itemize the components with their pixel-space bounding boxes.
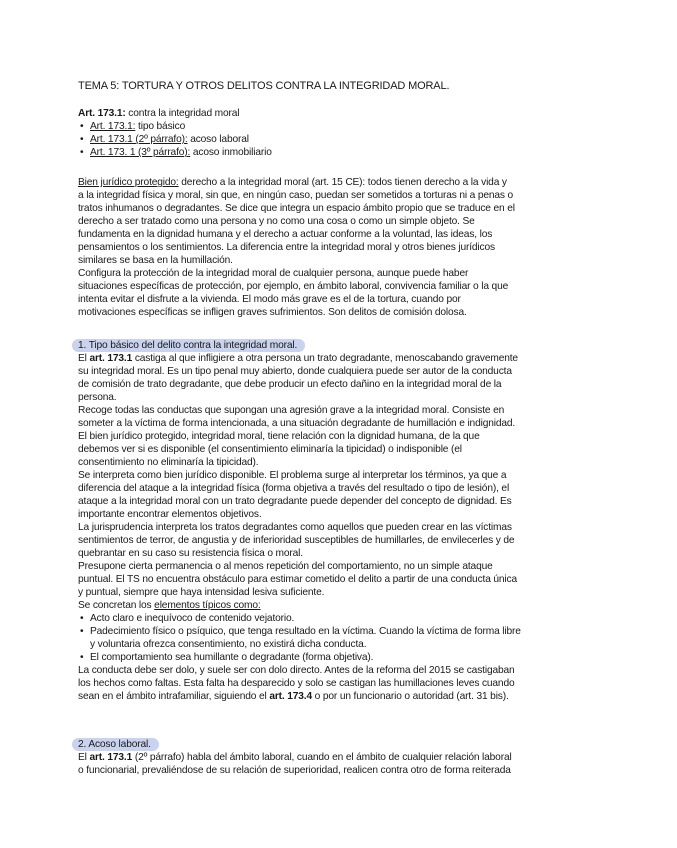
- article-ref: art. 173.4: [269, 691, 312, 702]
- article-link[interactable]: Art. 173. 1 (3º párrafo):: [90, 147, 191, 158]
- paragraph-line: Presupone cierta permanencia o al menos repetición del comportamiento, no un simple ataque: [78, 561, 493, 572]
- list-item: • El comportamiento sea humillante o degradante (forma objetiva).: [78, 651, 598, 664]
- paragraph-line: similares se basa en la humillación.: [78, 255, 233, 266]
- bien-juridico-section: [78, 176, 598, 319]
- elementos-tipicos-link: elementos típicos como:: [154, 600, 261, 611]
- paragraph-line: los hechos como faltas. Esta falta ha desparecido y solo se castigan las humillaciones leves cuando: [78, 678, 515, 689]
- paragraph-line: su integridad moral. Es un tipo penal muy abierto, donde cualquiera puede ser autor de la conducta: [78, 366, 512, 377]
- section-heading-row: [78, 339, 598, 352]
- paragraph-line: o funcionarial, prevaliéndose de su relación de superioridad, realicen contra otro de forma reiterada: [78, 765, 511, 776]
- paragraph-line: motivaciones específicas se infligen graves sufrimientos. Son delitos de comisión dolosa.: [78, 307, 467, 318]
- paragraph-line: a la integridad física y moral, sin que, en ningún caso, puedan ser sometidos a torturas ni a penas o: [78, 190, 514, 201]
- article-heading-text: contra la integridad moral: [125, 108, 240, 119]
- paragraph-line: pensamientos o los sentimientos. La diferencia entre la integridad moral y otros bienes jurídicos: [78, 242, 495, 253]
- paragraph-line: diferencia del ataque a la integridad física (forma objetiva a través del resultado o tipo de lesión), el: [78, 483, 510, 494]
- paragraph-line: de comisión de trato degradante, que debe producir un efecto dañino en la integridad moral de la: [78, 379, 502, 390]
- paragraph-line: persona.: [78, 392, 117, 403]
- page-title: TEMA 5: TORTURA Y OTROS DELITOS CONTRA LA INTEGRIDAD MORAL.: [78, 80, 450, 92]
- paragraph-line: sean en el ámbito intrafamiliar, siguiendo el art. 173.4 o por un funcionario o autoridad (art. 31 bis).: [78, 691, 509, 702]
- paragraph-line: El bien jurídico protegido, integridad moral, tiene relación con la dignidad humana, de la que: [78, 431, 480, 442]
- paragraph-line: intenta evitar el disfrute a la vivienda. El modo más grave es el de la tortura, cuando por: [78, 294, 461, 305]
- list-item: • Padecimiento físico o psíquico, que tenga resultado en la víctima. Cuando la víctima de forma libre y voluntaria ofrezca consentimiento, no existirá dicha conducta.: [78, 625, 598, 651]
- article-heading: [78, 107, 239, 120]
- article-heading-bold: Art. 173.1:: [78, 108, 126, 119]
- article-link[interactable]: Art. 173.1 (2º párrafo):: [90, 134, 188, 145]
- paragraph-line: El art. 173.1 castiga al que infligiere a otra persona un trato degradante, menoscabando gravemente: [78, 353, 518, 364]
- paragraph-line: quebrantar en su caso su resistencia física o moral.: [78, 548, 303, 559]
- paragraph-line: El art. 173.1 (2º párrafo) habla del ámbito laboral, cuando en el ámbito de cualquier relación laboral: [78, 752, 512, 763]
- elements-list: [78, 612, 598, 664]
- paragraph-line: Bien jurídico protegido: derecho a la integridad moral (art. 15 CE): todos tienen derecho a la vida y: [78, 177, 507, 188]
- article-link[interactable]: Art. 173.1:: [90, 121, 136, 132]
- bien-juridico-label: Bien jurídico protegido:: [78, 177, 179, 188]
- paragraph-line: La conducta debe ser dolo, y suele ser con dolo directo. Antes de la reforma del 2015 se castigaban: [78, 665, 515, 676]
- paragraph-line: importante encontrar elementos objetivos.: [78, 509, 262, 520]
- paragraph-line: fundamenta en la dignidad humana y el derecho a actuar conforme a la voluntad, las ideas, los: [78, 229, 493, 240]
- list-item: [78, 120, 272, 133]
- section-1-heading: 1. Tipo básico del delito contra la integridad moral.: [72, 339, 305, 352]
- article-ref: art. 173.1: [89, 353, 133, 364]
- section-2: [78, 738, 598, 777]
- list-item: [78, 133, 272, 146]
- list-item: [78, 146, 272, 159]
- list-item-text: tipo básico: [135, 121, 186, 132]
- paragraph-line: consentimiento no eliminaría la tipicidad).: [78, 457, 259, 468]
- paragraph-line: someter a la víctima de forma intencionada, a una situación degradante de humillación e indignidad.: [78, 418, 516, 429]
- list-item-text: acoso inmobiliario: [190, 147, 272, 158]
- paragraph-line: y puntual, siempre que haya intensidad lesiva suficiente.: [78, 587, 325, 598]
- paragraph-line: Se interpreta como bien jurídico disponible. El problema surge al interpretar los términos, ya que a: [78, 470, 507, 481]
- paragraph-line: debemos ver si es disponible (el consentimiento eliminaría la tipicidad) o indisponible (el: [78, 444, 462, 455]
- paragraph-line: Se concretan los elementos típicos como:: [78, 600, 261, 611]
- section-1: [78, 339, 598, 703]
- article-ref: art. 173.1: [89, 752, 133, 763]
- list-item: • Acto claro e inequívoco de contenido vejatorio.: [78, 612, 598, 625]
- paragraph-line: derecho a ser tratado como una persona y no como una cosa o como un simple objeto. Se: [78, 216, 475, 227]
- paragraph-line: La jurisprudencia interpreta los tratos degradantes como aquellos que pueden crear en las víctimas: [78, 522, 512, 533]
- paragraph-line: ataque a la integridad moral con un trato degradante puede depender del concepto de dignidad. Es: [78, 496, 512, 507]
- list-item-text: acoso laboral: [187, 134, 249, 145]
- paragraph-line: Configura la protección de la integridad moral de cualquier persona, aunque puede haber: [78, 268, 469, 279]
- paragraph-line: puntual. El TS no encuentra obstáculo para estimar cometido el delito a partir de una conducta única: [78, 574, 518, 585]
- paragraph-line: sentimientos de terror, de angustia y de inferioridad susceptibles de humillarles, de envilecerles y de: [78, 535, 515, 546]
- paragraph-line: tratos inhumanos o degradantes. Se dice que integra un espacio ámbito propio que se traduce en el: [78, 203, 515, 214]
- section-heading-row: [78, 738, 598, 751]
- section-2-heading: 2. Acoso laboral.: [72, 738, 159, 751]
- article-list: [78, 120, 272, 159]
- paragraph-line: situaciones específicas de protección, por ejemplo, en ámbito laboral, convivencia familiar o la que: [78, 281, 509, 292]
- paragraph-line: Recoge todas las conductas que supongan una agresión grave a la integridad moral. Consiste en: [78, 405, 505, 416]
